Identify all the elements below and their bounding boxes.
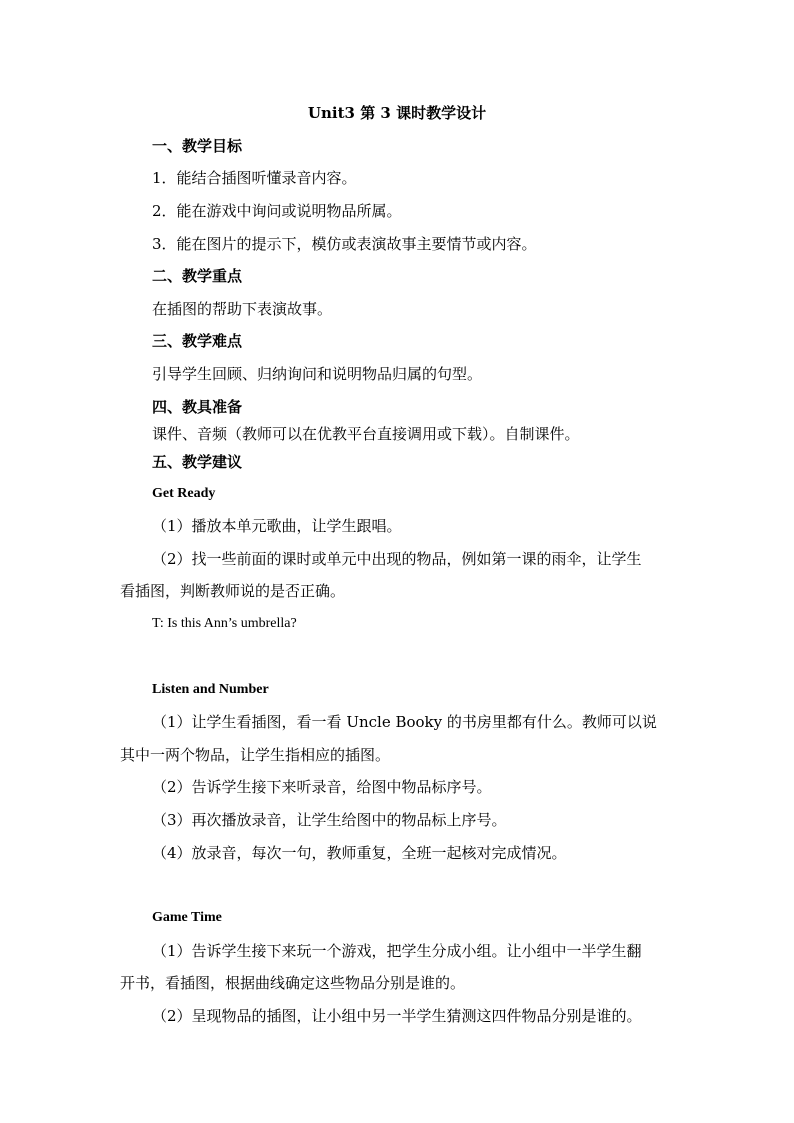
get-ready-item-1: （1）播放本单元歌曲，让学生跟唱。 [152,517,402,535]
section-heading-difficulties: 三、教学难点 [152,332,243,350]
listen-number-item-3: （3）再次播放录音，让学生给图中的物品标上序号。 [152,811,507,829]
listen-number-item-2: （2）告诉学生接下来听录音，给图中物品标序号。 [152,778,492,796]
get-ready-dialogue: T: Is this Ann’s umbrella? [152,616,297,631]
objective-item-3: 3．能在图片的提示下，模仿或表演故事主要情节或内容。 [152,235,537,253]
difficulties-text: 引导学生回顾、归纳询问和说明物品归属的句型。 [152,365,483,383]
section-heading-objectives: 一、教学目标 [152,137,243,155]
get-ready-item-2: （2）找一些前面的课时或单元中出现的物品，例如第一课的雨伞，让学生 [152,550,642,568]
listen-number-item-4: （4）放录音，每次一句，教师重复，全班一起核对完成情况。 [152,844,567,862]
section-heading-key-points: 二、教学重点 [152,267,243,285]
objective-item-2: 2．能在游戏中询问或说明物品所属。 [152,202,402,220]
subheading-listen-number: Listen and Number [152,682,269,697]
objective-item-1: 1．能结合插图听懂录音内容。 [152,169,357,187]
get-ready-item-2-cont: 看插图，判断教师说的是否正确。 [120,582,346,600]
listen-number-item-1: （1）让学生看插图，看一看 Uncle Booky 的书房里都有什么。教师可以说 [152,713,657,731]
section-heading-suggestions: 五、教学建议 [152,453,243,471]
subheading-get-ready: Get Ready [152,486,216,501]
materials-text: 课件、音频（教师可以在优教平台直接调用或下载）。自制课件。 [152,425,580,443]
section-heading-materials: 四、教具准备 [152,398,243,416]
listen-number-item-1-cont: 其中一两个物品，让学生指相应的插图。 [120,746,391,764]
page-title: Unit3 第 3 课时教学设计 [307,104,487,122]
game-time-item-1-cont: 开书，看插图，根据曲线确定这些物品分别是谁的。 [120,974,466,992]
game-time-item-2: （2）呈现物品的插图，让小组中另一半学生猜测这四件物品分别是谁的。 [152,1007,642,1025]
key-points-text: 在插图的帮助下表演故事。 [152,300,333,318]
game-time-item-1: （1）告诉学生接下来玩一个游戏，把学生分成小组。让小组中一半学生翻 [152,942,642,960]
subheading-game-time: Game Time [152,910,222,925]
